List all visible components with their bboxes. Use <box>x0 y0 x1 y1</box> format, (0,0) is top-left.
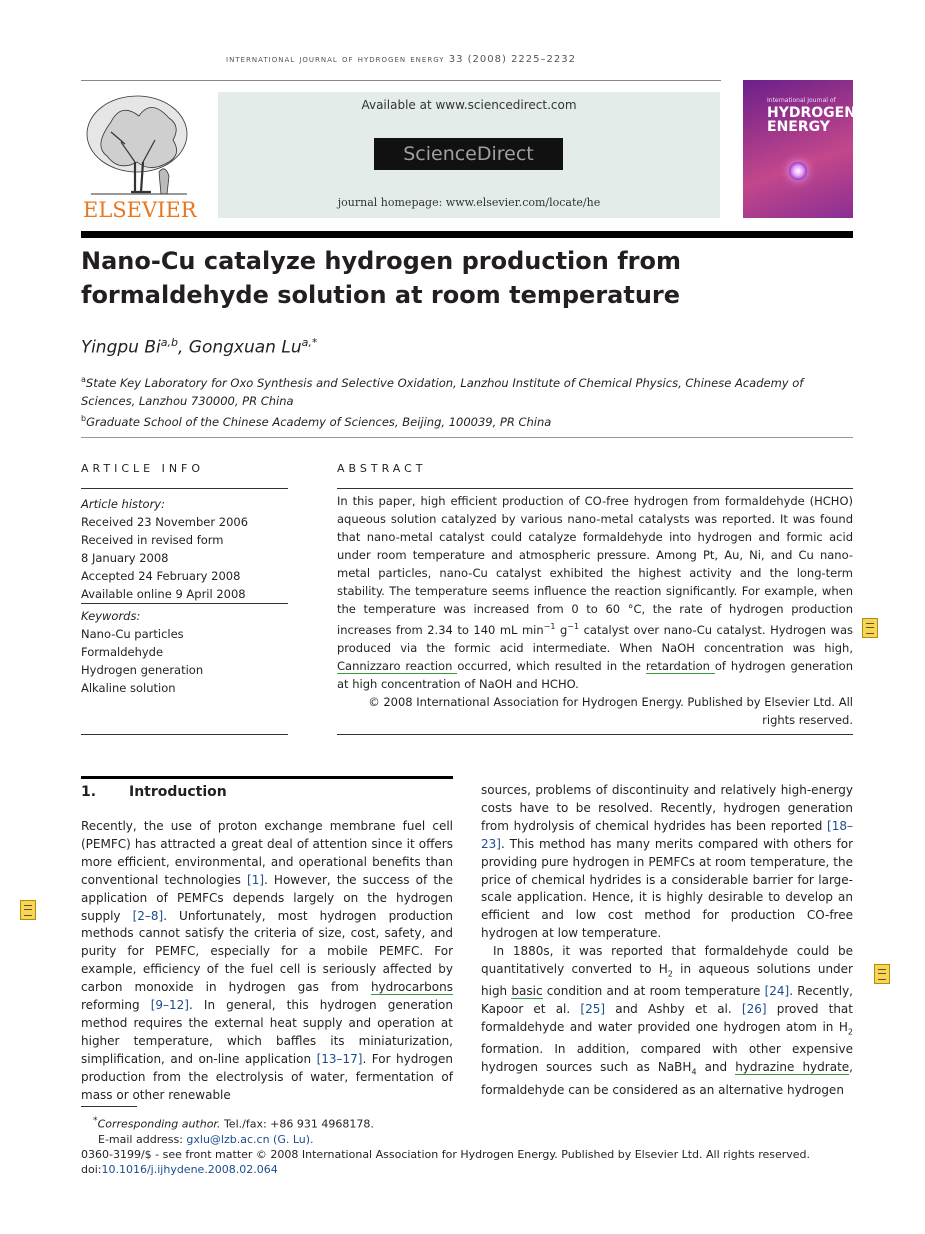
abstract-part: In this paper, high efficient production of CO-free hydrogen from formaldehyde (HCHO) aqueous solution catalyzed by various nano-metal catalysts was reported. It was found that nano-metal catalyst could catalyze formaldehyde into hydrogen and formic acid under room temperature and atmospheric pressure. Among Pt, Au, Ni, and Cu nano-metal particles, nano-Cu catalyst exhibited the highest activity and the long-term stability. The temperature seems influence the reaction significantly. For example, when the temperature was increased from 0 to 60 °C, the rate of hydrogen production increases from 2.34 to 140 mL min <box>337 494 853 637</box>
affiliation-text: State Key Laboratory for Oxo Synthesis and Selective Oxidation, Lanzhou Institute of Chemical Physics, Chinese Academy of Sciences, Lanzhou 730000, PR China <box>81 375 804 408</box>
citation-link[interactable]: [25] <box>580 1002 606 1017</box>
history-item: 8 January 2008 <box>81 551 169 565</box>
footnote-rule <box>81 1106 137 1107</box>
article-info-rule <box>81 488 288 489</box>
author-sup: a,b <box>160 336 178 349</box>
body-text: sources, problems of discontinuity and relatively high-energy costs have to be resolved. Recently, hydrogen generation from hydrolysis of chemical hydrides has been reported <box>481 783 853 833</box>
affiliation-text: Graduate School of the Chinese Academy of Sciences, Beijing, 100039, PR China <box>86 414 552 429</box>
body-text: . Recently, Kapoor et al. <box>481 984 853 1017</box>
author-list: Yingpu Bi$^{a,b}$, Gongxuan $Lu^{a,*}$ <box>81 336 318 358</box>
subscript: 4 <box>691 1067 697 1077</box>
keyword: Alkaline solution <box>81 681 176 695</box>
history-item: Available online 9 April 2008 <box>81 585 288 604</box>
journal-cover-image <box>743 80 856 218</box>
affiliations <box>81 371 853 431</box>
abstract-bottom-rule <box>337 734 853 735</box>
abstract-copyright: © 2008 International Association for Hydrogen Energy. Published by Elsevier Ltd. All rights reserved. <box>368 694 853 727</box>
running-head: international journal of hydrogen energy 33 (2008) 2225–2232 <box>226 54 576 65</box>
body-text: and Ashby et al. <box>605 1002 742 1017</box>
doi-link[interactable]: 10.1016/j.ijhydene.2008.02.064 <box>101 1162 278 1176</box>
body-text: Recently, the use of proton exchange membrane fuel cell (PEMFC) has attracted a great deal of attention since it offers more efficient, environmental, and operational benefits than conventional technologies <box>81 819 453 887</box>
citation-link[interactable]: [9–12] <box>150 998 189 1013</box>
citation-link[interactable]: [18–23] <box>481 818 853 851</box>
article-info-heading: ARTICLE INFO <box>81 462 205 475</box>
intro-bar <box>81 776 453 779</box>
note-icon[interactable] <box>874 964 890 984</box>
author-sup: a,* <box>301 336 318 349</box>
note-icon[interactable] <box>20 900 36 920</box>
body-text: . However, the success of the application of PEMFCs depends largely on the hydrogen supply <box>81 872 454 923</box>
cover-big-title: HYDROGEN ENERGY <box>767 105 856 135</box>
body-text: . This method has many merits compared with others for providing pure hydrogen in PEMFCs at room temperature, the price of chemical hydrides is a considerable barrier for large-scale application. Hence, it is highly desirable to develop an efficient and low cost method for production CO-free hydrogen at low temperature. <box>481 836 853 941</box>
abstract-heading: ABSTRACT <box>337 462 427 475</box>
elsevier-wordmark: ELSEVIER <box>83 198 197 222</box>
front-matter: 0360-3199/$ - see front matter © 2008 International Association for Hydrogen Energy. Published by Elsevier Ltd. All rights reserved. <box>81 1147 811 1161</box>
term-link-cannizzaro[interactable]: Cannizzaro reaction <box>337 658 458 673</box>
term-link[interactable]: hydrazine hydrate <box>735 1060 850 1075</box>
subscript: 2 <box>847 1027 853 1037</box>
term-link[interactable]: basic <box>511 984 543 999</box>
intro-column-left <box>81 818 453 1105</box>
body-text: formation. In addition, compared with other expensive hydrogen sources such as NaBH <box>481 1042 853 1075</box>
sciencedirect-banner <box>218 92 720 218</box>
citation-link[interactable]: [2–8] <box>132 908 164 923</box>
body-text: condition and at room temperature <box>542 984 765 999</box>
abstract-exponent: −1 <box>543 622 556 631</box>
subscript: 2 <box>667 969 673 979</box>
section-rule <box>81 437 853 438</box>
affil-sup: a <box>81 375 86 384</box>
history-item: Accepted 24 February 2008 <box>81 569 241 583</box>
term-link[interactable]: hydrocarbons <box>370 980 453 995</box>
abstract-part: occurred, which resulted in the <box>457 658 646 673</box>
abstract-part: g <box>555 622 568 637</box>
author-name[interactable]: Yingpu Bi <box>81 337 161 358</box>
keywords-label: Keywords: <box>81 609 141 623</box>
keyword: Hydrogen generation <box>81 663 204 677</box>
email-label: E-mail address: <box>98 1132 187 1146</box>
elsevier-logo <box>81 92 197 222</box>
author-name[interactable]: Gongxuan Lu <box>188 337 302 358</box>
keyword: Nano-Cu particles <box>81 627 184 641</box>
cover-orb-graphic <box>789 162 807 180</box>
abstract-part: of hydrogen generation at high concentration of NaOH and HCHO. <box>337 658 853 691</box>
corr-label: Corresponding author. <box>97 1117 221 1131</box>
body-text: . In general, this hydrogen generation method requires the external heat supply and operation at higher temperature, which baffles its miniaturization, simplification, and on-line application <box>81 998 453 1066</box>
abstract-text <box>337 492 853 729</box>
history-item: Received in revised form <box>81 533 224 547</box>
section-title: Introduction <box>129 784 227 800</box>
citation-link[interactable]: [24] <box>764 984 790 999</box>
history-item: Received 23 November 2006 <box>81 515 249 529</box>
term-link-retardation[interactable]: retardation <box>645 658 715 673</box>
citation-link[interactable]: [26] <box>741 1002 767 1017</box>
body-text: proved that formaldehyde and water provided one hydrogen atom in H <box>481 1002 853 1035</box>
journal-homepage[interactable]: journal homepage: www.elsevier.com/locate/he <box>337 196 601 209</box>
email-link[interactable]: gxlu@lzb.ac.cn (G. Lu). <box>186 1132 314 1146</box>
abstract-exponent: −1 <box>567 622 580 631</box>
note-icon[interactable] <box>862 618 878 638</box>
availability-text: Available at www.sciencedirect.com <box>361 98 577 112</box>
citation-link[interactable]: [13–17] <box>316 1051 363 1066</box>
sciencedirect-logo: ScienceDirect <box>374 138 563 170</box>
body-text: , formaldehyde can be considered as an alternative hydrogen <box>481 1060 853 1097</box>
doi-label: doi: <box>81 1162 102 1176</box>
history-label: Article history: <box>81 497 165 511</box>
intro-column-right <box>481 782 853 1100</box>
intro-heading <box>81 784 227 800</box>
body-text: . For hydrogen production from the electrolysis of water, fermentation of mass or other renewable <box>81 1051 453 1102</box>
article-title: Nano-Cu catalyze hydrogen production from formaldehyde solution at room temperature <box>81 247 681 309</box>
affil-sup: b <box>81 413 87 423</box>
corr-tel: Tel./fax: +86 931 4968178. <box>220 1117 374 1131</box>
section-number: 1. <box>81 784 97 800</box>
keyword: Formaldehyde <box>81 645 164 659</box>
top-rule <box>81 80 721 81</box>
article-info <box>81 495 291 697</box>
body-text: in aqueous solutions under high <box>481 962 853 999</box>
body-text: reforming <box>81 998 151 1013</box>
abstract-rule <box>337 488 853 489</box>
citation-link[interactable]: [1] <box>247 872 265 887</box>
cover-small-title: International Journal of <box>767 97 836 104</box>
body-text: and <box>696 1060 736 1075</box>
article-info-bottom-rule <box>81 734 288 735</box>
body-text: . Unfortunately, most hydrogen production methods cannot satisfy the criteria of size, cost, safety, and purity for PEMFC, especially for a mobile PEMFC. For example, efficiency of the fuel cell is seriously affected by carbon monoxide in hydrogen gas from <box>81 908 453 995</box>
title-bar <box>81 231 853 238</box>
footnotes: *Corresponding author. Tel./fax: +86 931 4968178. E-mail address: gxlu@lzb.ac.cn (G. Lu). 0360-3199/$ - see front matter © 2008 International Association for Hydrogen Energy. Published by Elsevier Ltd. All rights reserved. doi:10.1016/j.ijhydene.2008.02.064 <box>81 1113 881 1177</box>
body-text: In 1880s, it was reported that formaldehyde could be quantitatively converted to H <box>481 944 853 977</box>
abstract-part: catalyst over nano-Cu catalyst. Hydrogen was produced via the formic acid intermediate. When NaOH concentration was high, <box>337 622 853 655</box>
